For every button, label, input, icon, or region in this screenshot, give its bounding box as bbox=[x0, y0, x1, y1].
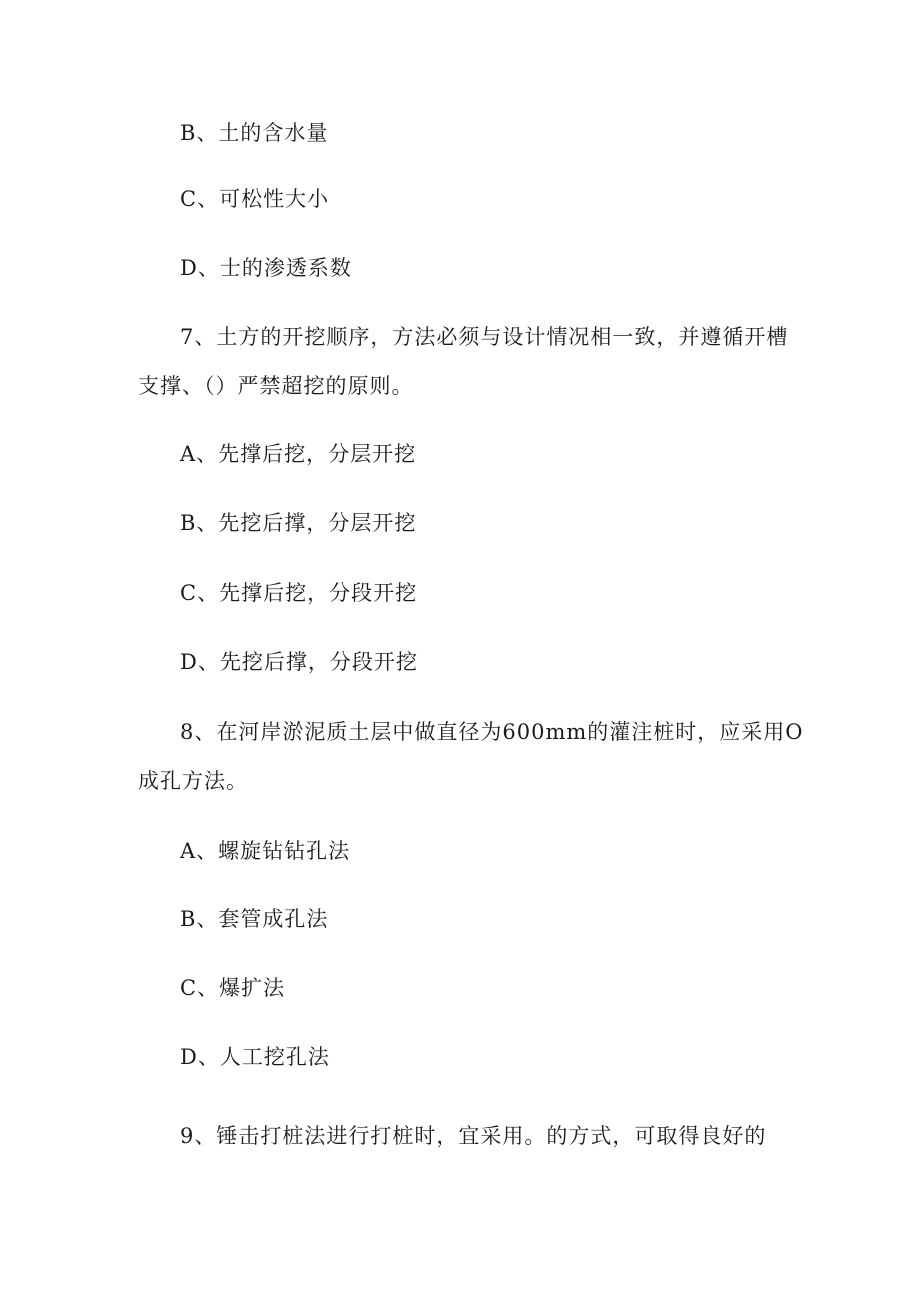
q9-text-line-1: 9、锤击打桩法进行打桩时，宜采用。的方式，可取得良好的 bbox=[180, 1124, 767, 1148]
q7-option-d: D、先挖后撑，分段开挖 bbox=[180, 650, 418, 674]
q8-option-a: A、螺旋钻钻孔法 bbox=[180, 839, 351, 863]
q7-option-b: B、先挖后撑，分层开挖 bbox=[180, 511, 417, 535]
q8-text-line-1: 8、在河岸淤泥质土层中做直径为600mm的灌注桩时，应采用O bbox=[180, 720, 804, 744]
q6-option-b: B、土的含水量 bbox=[180, 121, 329, 145]
q7-text-line-1: 7、土方的开挖顺序，方法必须与设计情况相一致，并遵循开槽 bbox=[180, 325, 789, 349]
q7-text-line-2: 支撑、（）严禁超挖的原则。 bbox=[138, 374, 414, 398]
q7-option-a: A、先撑后挖，分层开挖 bbox=[180, 442, 417, 466]
q8-option-b: B、套管成孔法 bbox=[180, 907, 329, 931]
q8-option-d: D、人工挖孔法 bbox=[180, 1045, 330, 1069]
q6-option-c: C、可松性大小 bbox=[180, 187, 330, 211]
q7-option-c: C、先撑后挖，分段开挖 bbox=[180, 581, 418, 605]
q8-option-c: C、爆扩法 bbox=[180, 976, 286, 1000]
q6-option-d: D、士的渗透系数 bbox=[180, 256, 352, 280]
q8-text-line-2: 成孔方法。 bbox=[138, 769, 248, 793]
